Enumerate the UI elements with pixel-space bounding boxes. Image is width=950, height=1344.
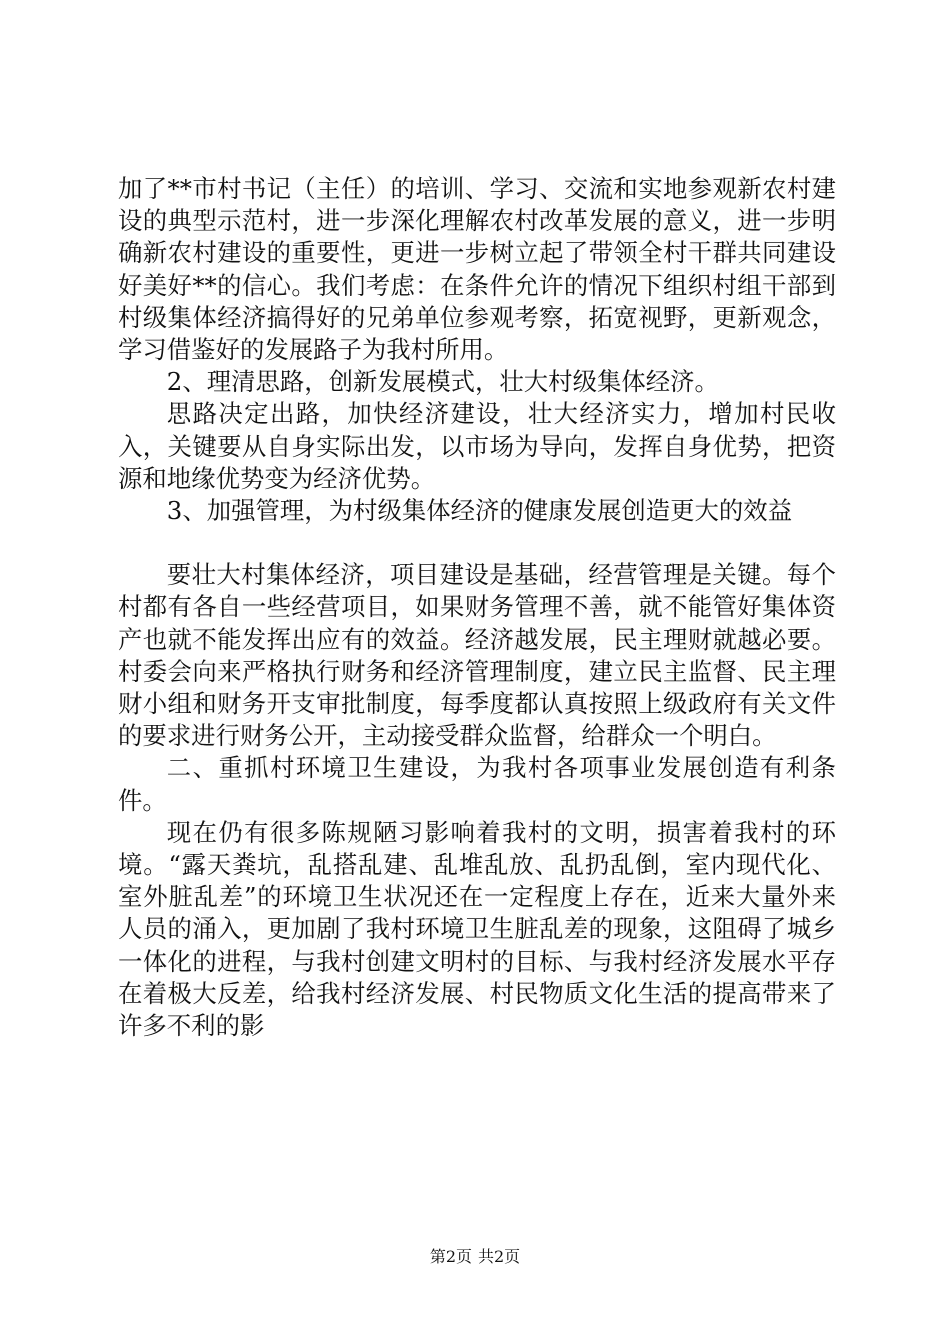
paragraph-training: 加了**市村书记（主任）的培训、学习、交流和实地参观新农村建设的典型示范村，进一步深化理解农村改革发展的意义，进一步明确新农村建设的重要性，更进一步树立起了带领全村干群共同建设好美好**的信心。我们考虑：在条件允许的情况下组织村组干部到村级集体经济搞得好的兄弟单位参观考察，拓宽视野，更新观念，学习借鉴好的发展路子为我村所用。	[118, 174, 836, 365]
heading-environment: 二、重抓村环境卫生建设，为我村各项事业发展创造有利条件。	[118, 753, 836, 815]
document-body	[118, 173, 836, 1042]
paragraph-management: 要壮大村集体经济，项目建设是基础，经营管理是关键。每个村都有各自一些经营项目，如果财务管理不善，就不能管好集体资产也就不能发挥出应有的效益。经济越发展，民主理财就越必要。村委会向来严格执行财务和经济管理制度，建立民主监督、民主理财小组和财务开支审批制度，每季度都认真按照上级政府有关文件的要求进行财务公开，主动接受群众监督，给群众一个明白。	[118, 560, 836, 751]
page-total: 共2页	[478, 1247, 521, 1266]
heading-clarify-ideas: 2、理清思路，创新发展模式，壮大村级集体经济。	[166, 367, 719, 397]
paragraph-ideas: 思路决定出路，加快经济建设，壮大经济实力，增加村民收入，关键要从自身实际出发，以市场为导向，发挥自身优势，把资源和地缘优势变为经济优势。	[118, 399, 836, 493]
paragraph-environment: 现在仍有很多陈规陋习影响着我村的文明，损害着我村的环境。“露天粪坑，乱搭乱建、乱堆乱放、乱扔乱倒，室内现代化、室外脏乱差”的环境卫生状况还在一定程度上存在，近来大量外来人员的涌入，更加剧了我村环境卫生脏乱差的现象，这阻碍了城乡一体化的进程，与我村创建文明村的目标、与我村经济发展水平存在着极大反差，给我村经济发展、村民物质文化生活的提高带来了许多不利的影	[118, 817, 836, 1041]
page-footer	[0, 1247, 950, 1267]
heading-strengthen-management: 3、加强管理，为村级集体经济的健康发展创造更大的效益	[166, 496, 793, 526]
page-number: 第2页	[429, 1247, 472, 1266]
